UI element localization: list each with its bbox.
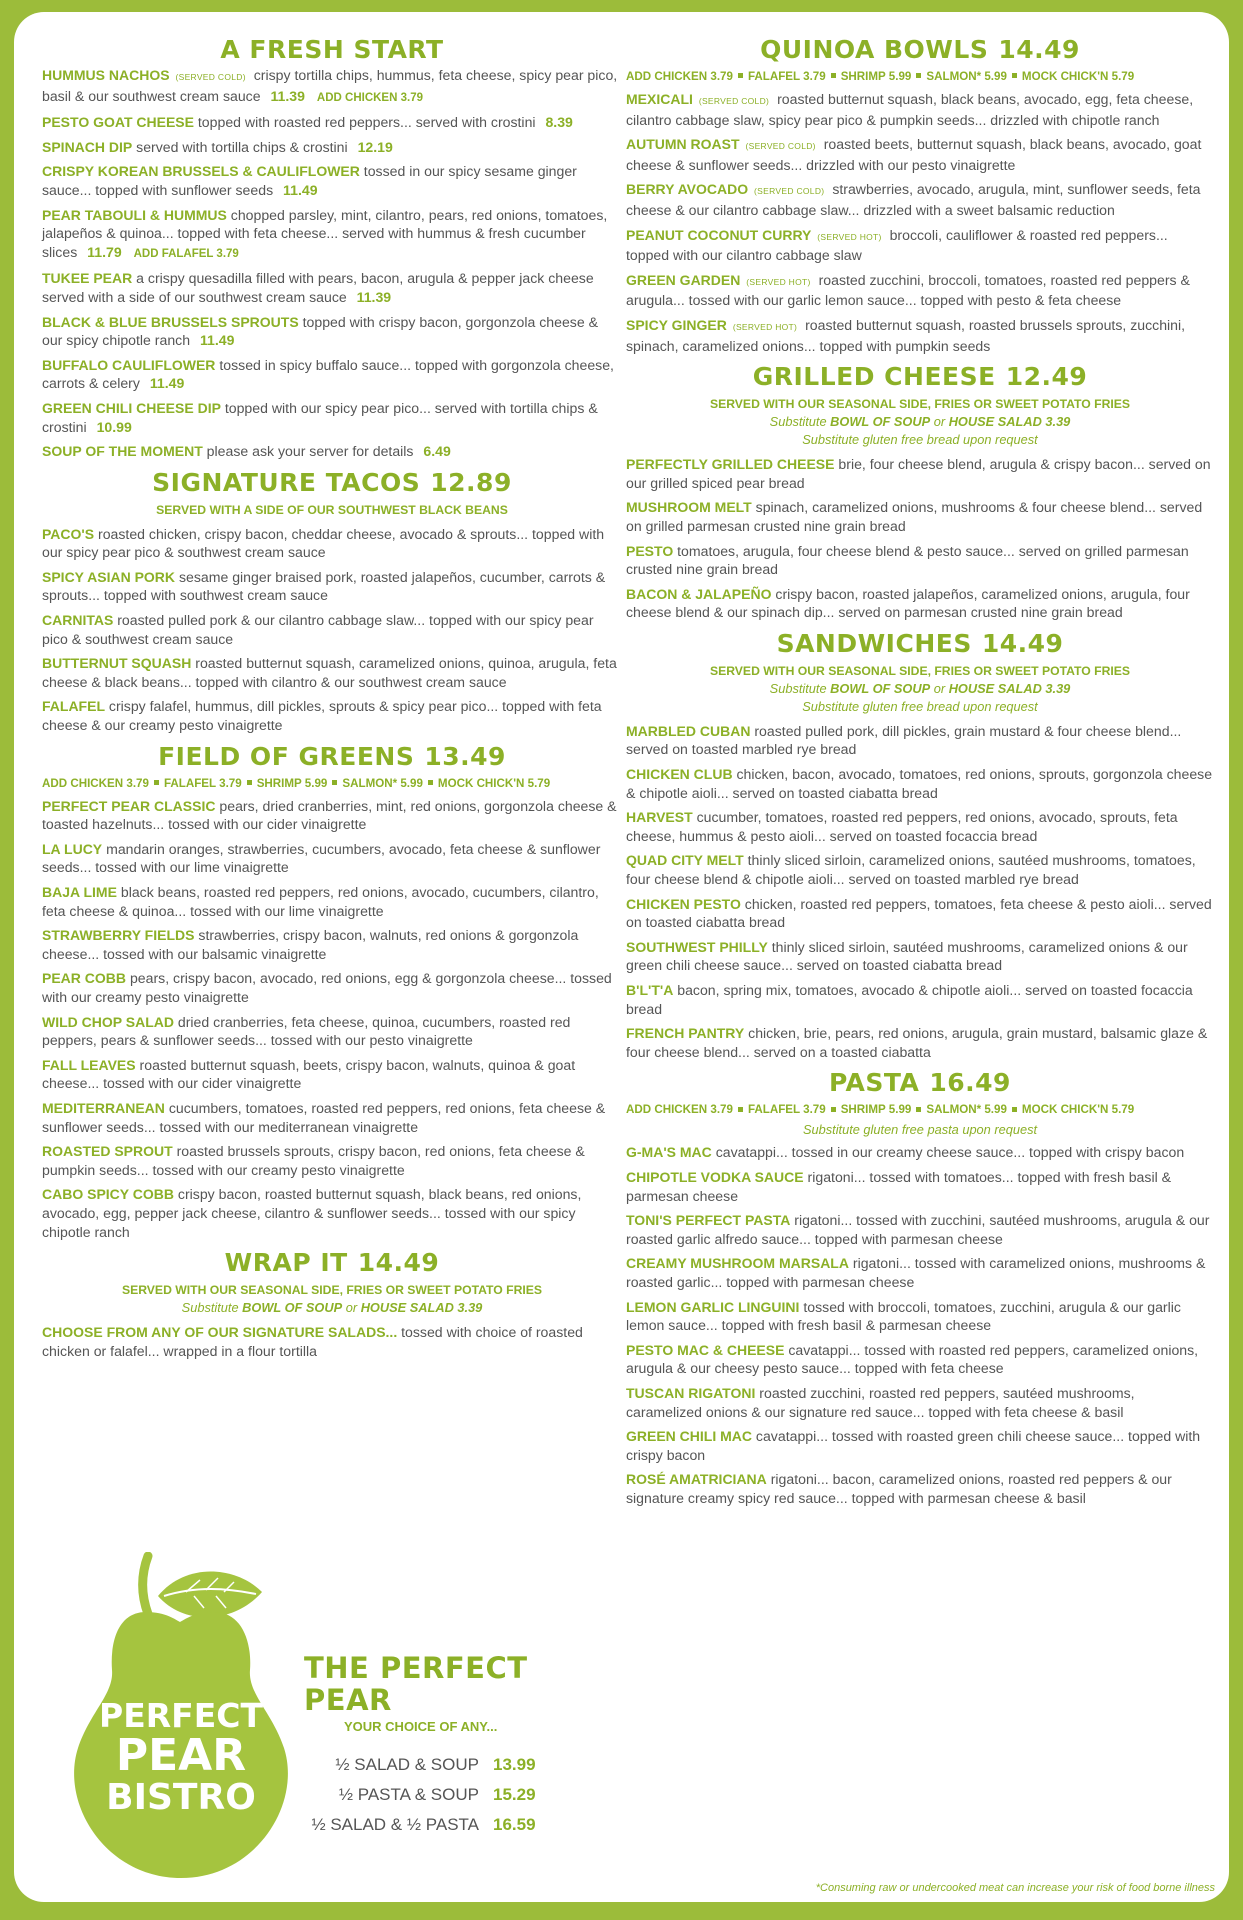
item-name: GREEN GARDEN (626, 271, 741, 288)
menu-item (42, 969, 622, 1006)
separator-square-icon (247, 780, 252, 785)
item-serving-tag: (SERVED COLD) (745, 141, 816, 152)
separator-square-icon (1012, 73, 1017, 78)
combo-row: ½ SALAD & SOUP 13.99 (335, 1755, 536, 1774)
grilled-list (626, 455, 1214, 622)
sandwiches-list (626, 722, 1214, 1062)
item-description: dried cranberries, feta cheese, quinoa, cucumbers, roasted red peppers, pears & sunflower seeds... tossed with our pesto vinaigrette (42, 1013, 571, 1049)
addon-option: FALAFEL 3.79 (163, 776, 242, 790)
menu-item (42, 1185, 622, 1241)
item-name: HARVEST (626, 809, 693, 826)
item-description: broccoli, cauliflower & roasted red peppers... topped with our cilantro cabbage slaw (626, 226, 1168, 264)
item-name: FALL LEAVES (42, 1056, 136, 1073)
greens-title: FIELD OF GREENS 13.49 (158, 741, 506, 771)
perfect-pear-subtitle: YOUR CHOICE OF ANY... (344, 1719, 498, 1734)
item-name: CHICKEN CLUB (626, 766, 733, 783)
greens-list (42, 797, 622, 1241)
item-description: roasted butternut squash, caramelized onions, quinoa, arugula, feta cheese & black beans... topped with cilantro & our southwest cream sauce (42, 655, 617, 690)
item-description: cavatappi... tossed with roasted green chili cheese sauce... topped with crispy bacon (626, 1428, 1201, 1463)
grilled-title: GRILLED CHEESE 12.49 (752, 362, 1088, 392)
sandwiches-price: 14.49 (981, 628, 1064, 658)
pasta-price: 16.49 (929, 1068, 1011, 1098)
item-description: roasted pulled pork, dill pickles, grain mustard & four cheese blend... served on toasted marbled rye bread (626, 722, 1182, 758)
addon-option: SHRIMP 5.99 (840, 1103, 912, 1117)
item-name: FALAFEL (42, 698, 105, 715)
item-name: QUAD CITY MELT (626, 852, 744, 869)
item-description: a crispy quesadilla filled with pears, bacon, arugula & pepper jack cheese served with a side of our southwest cream sauce (42, 270, 594, 305)
item-description: tossed in our spicy sesame ginger sauce... topped with sunflower seeds (42, 163, 577, 198)
wrap-title: WRAP IT 14.49 (224, 1248, 440, 1278)
quinoa-price: 14.49 (998, 35, 1080, 64)
item-description: topped with crispy bacon, gorgonzola cheese & our spicy chipotle ranch (42, 313, 598, 349)
item-description: tomatoes, arugula, four cheese blend & pesto sauce... served on grilled parmesan crusted nine grain bread (626, 542, 1189, 578)
separator-square-icon (738, 1107, 743, 1112)
menu-item (626, 1427, 1214, 1464)
tacos-title: SIGNATURE TACOS 12.89 (152, 467, 512, 497)
item-serving-tag: (SERVED HOT) (732, 321, 798, 332)
addon-option: ADD CHICKEN 3.79 (42, 776, 149, 790)
item-name: LEMON GARLIC LINGUINI (626, 1298, 800, 1315)
item-price: 11.39 (356, 288, 392, 305)
addon-option: SHRIMP 5.99 (256, 776, 328, 790)
menu-item (42, 1099, 622, 1136)
menu-item (42, 66, 622, 107)
right-column (626, 34, 1214, 1513)
menu-item (626, 765, 1214, 802)
item-description: roasted chicken, crispy bacon, cheddar cheese, avocado & sprouts... topped with our spicy pear pico & southwest cream sauce (42, 525, 605, 561)
menu-item (42, 840, 622, 877)
addon-option: SALMON* 5.99 (926, 70, 1007, 83)
item-description: rigatoni... tossed with caramelized onions, mushrooms & roasted garlic... topped with parmesan cheese (626, 1255, 1206, 1290)
item-description: rigatoni... tossed with tomatoes... topped with fresh basil & parmesan cheese (626, 1168, 1172, 1204)
menu-item (42, 926, 622, 963)
item-name: BUFFALO CAULIFLOWER (42, 356, 216, 373)
menu-item (42, 797, 622, 834)
pasta-addons (626, 1101, 1214, 1119)
addon-option: ADD CHICKEN 3.79 (626, 1103, 733, 1117)
menu-item (42, 399, 622, 436)
pasta-list (626, 1143, 1214, 1507)
separator-square-icon (154, 780, 159, 785)
menu-item (42, 1323, 622, 1360)
item-description: strawberries, avocado, arugula, mint, sunflower seeds, feta cheese & our cilantro cabbage slaw... drizzled with a sweet balsamic reduction (626, 181, 1201, 218)
item-name: CHICKEN PESTO (626, 895, 741, 912)
logo-text: PERFECT PEAR BISTRO (99, 1696, 263, 1818)
item-name: BAJA LIME (42, 884, 117, 900)
item-description: chicken, brie, pears, red onions, arugula, grain mustard, balsamic glaze & four cheese blend... served on a toasted ciabatta (626, 1025, 1208, 1060)
menu-item (42, 162, 622, 199)
menu-item (42, 138, 622, 157)
separator-square-icon (916, 73, 921, 78)
menu-item (626, 1298, 1214, 1335)
item-name: PACO'S (42, 525, 95, 542)
menu-item (42, 525, 622, 562)
item-name: STRAWBERRY FIELDS (42, 927, 195, 944)
menu-item (626, 316, 1214, 355)
item-description: crispy tortilla chips, hummus, feta cheese, spicy pear pico, basil & our southwest cream sauce (42, 67, 618, 104)
item-price: 11.79 (87, 243, 122, 260)
grilled-price: 12.49 (1005, 362, 1088, 392)
greens-addons (42, 775, 622, 793)
item-name: TONI'S PERFECT PASTA (626, 1212, 791, 1229)
item-description: chopped parsley, mint, cilantro, pears, red onions, tomatoes, jalapeños & quinoa... topped with feta cheese... served with hummus & fresh cucumber slices (42, 206, 608, 260)
greens-price: 13.49 (424, 741, 506, 771)
item-name: SOUP OF THE MOMENT (42, 443, 203, 460)
combo-row: ½ SALAD & ½ PASTA 16.59 (311, 1815, 536, 1834)
menu-item (626, 1168, 1214, 1205)
menu-item (42, 611, 622, 648)
item-serving-tag: (SERVED COLD) (175, 72, 246, 82)
menu-item (626, 1211, 1214, 1248)
menu-item (626, 90, 1214, 129)
item-name: ROSÉ AMATRICIANA (626, 1471, 767, 1488)
menu-item (42, 654, 622, 691)
tacos-subtitle: SERVED WITH A SIDE OF OUR SOUTHWEST BLACK BEANS (156, 502, 508, 517)
quinoa-addons (626, 68, 1214, 86)
item-name: MEDITERRANEAN (42, 1099, 165, 1116)
menu-item (626, 585, 1214, 622)
tacos-price: 12.89 (430, 467, 512, 497)
sandwiches-title: SANDWICHES 14.49 (776, 628, 1064, 658)
item-description: chicken, roasted red peppers, tomatoes, feta cheese & pesto aioli... served on toasted ciabatta bread (626, 895, 1212, 931)
item-description: crispy bacon, roasted jalapeños, caramelized onions, arugula, four cheese blend & our spinach dip... served on parmesan crusted nine grain bread (626, 585, 1190, 621)
item-name: BERRY AVOCADO (626, 181, 749, 198)
item-description: pears, dried cranberries, mint, red onions, gorgonzola cheese & toasted hazelnuts... tossed with our cider vinaigrette (42, 797, 617, 833)
separator-square-icon (1012, 1107, 1017, 1112)
item-description: served with tortilla chips & crostini (136, 138, 348, 155)
food-safety-footnote: *Consuming raw or undercooked meat can increase your risk of food borne illness (815, 1882, 1215, 1894)
item-name: SOUTHWEST PHILLY (626, 938, 768, 955)
item-name: GREEN CHILI MAC (626, 1428, 752, 1445)
menu-item (626, 455, 1214, 492)
menu-item (626, 180, 1214, 219)
addon-option: ADD CHICKEN 3.79 (626, 70, 733, 83)
separator-square-icon (738, 73, 743, 78)
menu-item (42, 269, 622, 306)
wrap-subtitle: SERVED WITH OUR SEASONAL SIDE, FRIES OR SWEET POTATO FRIES (121, 1283, 543, 1298)
addon-option: FALAFEL 3.79 (747, 70, 826, 83)
menu-item (42, 313, 622, 350)
menu-item (42, 442, 622, 461)
menu-item (626, 722, 1214, 759)
separator-square-icon (831, 73, 836, 78)
item-price: 11.39 (270, 87, 305, 104)
wrap-list (42, 1323, 622, 1360)
item-name: CREAMY MUSHROOM MARSALA (626, 1255, 849, 1272)
item-serving-tag: (SERVED COLD) (698, 96, 770, 106)
item-name: PERFECTLY GRILLED CHEESE (626, 456, 835, 473)
addon-option: SHRIMP 5.99 (840, 70, 912, 83)
item-name: CRISPY KOREAN BRUSSELS & CAULIFLOWER (42, 163, 360, 180)
item-price: 11.49 (149, 375, 185, 392)
item-price: 6.49 (423, 443, 451, 460)
item-description: crispy falafel, hummus, dill pickles, sprouts & spicy pear pico... topped with feta cheese & our creamy pesto vinaigrette (42, 698, 602, 734)
item-name: PESTO GOAT CHEESE (42, 114, 194, 131)
item-name: SPICY ASIAN PORK (42, 568, 176, 585)
tacos-list (42, 525, 622, 735)
item-price: 10.99 (96, 418, 132, 435)
addon-option: MOCK CHICK'N 5.79 (1021, 70, 1135, 83)
menu-item (42, 568, 622, 605)
perfect-pear-title: THE PERFECT PEAR (304, 1651, 528, 1717)
menu-item (626, 981, 1214, 1018)
item-description: black beans, roasted red peppers, red onions, avocado, cucumbers, cilantro, feta cheese & quinoa... tossed with our lime vinaigrette (42, 884, 599, 919)
item-name: G-MA'S MAC (626, 1144, 712, 1161)
item-description: tossed with broccoli, tomatoes, zucchini, arugula & our garlic lemon sauce... topped with fresh basil & parmesan cheese (626, 1298, 1181, 1334)
menu-item (626, 498, 1214, 535)
item-price: 8.39 (545, 114, 573, 131)
separator-square-icon (831, 1107, 836, 1112)
item-name: BUTTERNUT SQUASH (42, 655, 192, 672)
wrap-substitute: Substitute BOWL OF SOUP or HOUSE SALAD 3.39 (181, 1300, 483, 1316)
menu-item (626, 1470, 1214, 1507)
menu-item (42, 356, 622, 393)
perfect-pear-combo (304, 1652, 604, 1840)
sandwiches-subtitle: SERVED WITH OUR SEASONAL SIDE, FRIES OR SWEET POTATO FRIES (709, 663, 1131, 678)
item-name: TUKEE PEAR (42, 270, 133, 287)
item-description: roasted beets, butternut squash, black beans, avocado, goat cheese & sunflower seeds... drizzled with our pesto vinaigrette (626, 136, 1202, 173)
addon-option: MOCK CHICK'N 5.79 (437, 776, 551, 790)
item-description: roasted brussels sprouts, crispy bacon, red onions, feta cheese & pumpkin seeds... tossed with our creamy pesto vinaigrette (42, 1143, 585, 1178)
item-description: crispy bacon, roasted butternut squash, black beans, red onions, avocado, egg, pepper jack cheese, cilantro & sunflower seeds... tossed with our spicy chipotle ranch (42, 1186, 582, 1240)
menu-page (14, 12, 1229, 1902)
menu-item (42, 1013, 622, 1050)
item-name: AUTUMN ROAST (626, 136, 740, 153)
item-name: CARNITAS (42, 612, 114, 629)
item-description: bacon, spring mix, tomatoes, avocado & chipotle aioli... served on toasted focaccia bread (626, 982, 1193, 1017)
menu-item (42, 883, 622, 920)
addon-option: FALAFEL 3.79 (747, 1103, 826, 1117)
item-name: HUMMUS NACHOS (42, 67, 170, 83)
menu-item (626, 135, 1214, 174)
item-name: MUSHROOM MELT (626, 499, 752, 516)
item-name: WILD CHOP SALAD (42, 1013, 174, 1030)
item-description: cavatappi... tossed in our creamy cheese sauce... topped with crispy bacon (715, 1144, 1185, 1161)
menu-item (626, 542, 1214, 579)
item-description: roasted pulled pork & our cilantro cabbage slaw... topped with our spicy pear pico & southwest cream sauce (42, 612, 594, 647)
item-description: roasted butternut squash, roasted brussels sprouts, zucchini, spinach, caramelized onions... topped with pumpkin seeds (626, 316, 1186, 354)
menu-item (626, 1384, 1214, 1421)
menu-item (42, 1056, 622, 1093)
wrap-price: 14.49 (357, 1248, 440, 1278)
menu-item (626, 938, 1214, 975)
item-description: tossed in spicy buffalo sauce... topped with gorgonzola cheese, carrots & celery (42, 356, 614, 392)
item-description: roasted butternut squash, beets, crispy bacon, walnuts, quinoa & goat cheese... tossed with our cider vinaigrette (42, 1056, 576, 1092)
item-name: SPICY GINGER (626, 316, 727, 333)
item-name: LA LUCY (42, 840, 103, 857)
addon-option: SALMON* 5.99 (342, 776, 423, 790)
grilled-substitute: Substitute BOWL OF SOUP or HOUSE SALAD 3.39 (769, 414, 1071, 430)
menu-item (626, 1341, 1214, 1378)
menu-item (626, 808, 1214, 845)
item-description: tossed with choice of roasted chicken or falafel... wrapped in a flour tortilla (42, 1324, 583, 1359)
item-serving-tag: (SERVED COLD) (754, 186, 825, 197)
menu-item (42, 1142, 622, 1179)
item-description: brie, four cheese blend, arugula & crispy bacon... served on our grilled spiced pear bread (626, 456, 1211, 491)
item-name: BACON & JALAPEÑO (626, 585, 772, 602)
menu-item (626, 1254, 1214, 1291)
item-price: 11.49 (199, 332, 235, 349)
item-name: PEAR TABOULI & HUMMUS (42, 206, 227, 223)
separator-square-icon (428, 780, 433, 785)
item-price: 12.19 (357, 138, 393, 155)
menu-item (626, 271, 1214, 310)
item-description: rigatoni... tossed with zucchini, sautéed mushrooms, arugula & our roasted garlic alfredo sauce... topped with parmesan cheese (626, 1212, 1210, 1247)
item-description: cavatappi... tossed with roasted red peppers, caramelized onions, arugula & our cheesy pesto sauce... topped with feta cheese (626, 1341, 1199, 1377)
pasta-title: PASTA 16.49 (829, 1068, 1011, 1098)
menu-item (42, 206, 622, 264)
item-serving-tag: (SERVED HOT) (817, 231, 882, 242)
item-description: chicken, bacon, avocado, tomatoes, red onions, sprouts, gorgonzola cheese & chipotle aioli... served on toasted ciabatta bread (626, 766, 1213, 801)
item-description: roasted zucchini, broccoli, tomatoes, roasted red peppers & arugula... tossed with our garlic lemon sauce... topped with pesto & feta cheese (626, 271, 1190, 309)
combo-row: ½ PASTA & SOUP 15.29 (338, 1785, 536, 1804)
item-name: PERFECT PEAR CLASSIC (42, 797, 216, 814)
addon-option: MOCK CHICK'N 5.79 (1021, 1103, 1135, 1117)
sandwiches-gluten: Substitute gluten free bread upon request (802, 698, 1038, 714)
item-name: CABO SPICY COBB (42, 1186, 174, 1203)
sandwiches-substitute: Substitute BOWL OF SOUP or HOUSE SALAD 3.39 (769, 680, 1071, 696)
addon-option: SALMON* 5.99 (926, 1103, 1007, 1117)
item-name: CHIPOTLE VODKA SAUCE (626, 1168, 804, 1185)
pasta-gluten: Substitute gluten free pasta upon request (802, 1122, 1038, 1138)
item-description: strawberries, crispy bacon, walnuts, red onions & gorgonzola cheese... tossed with our balsamic vinaigrette (42, 927, 579, 962)
item-name: PEANUT COCONUT CURRY (626, 226, 812, 243)
grilled-subtitle: SERVED WITH OUR SEASONAL SIDE, FRIES OR SWEET POTATO FRIES (709, 397, 1131, 412)
item-description: rigatoni... bacon, caramelized onions, roasted red peppers & our signature creamy spicy red sauce... topped with parmesan cheese & basil (626, 1471, 1172, 1506)
fresh-start-title: A FRESH START (220, 35, 444, 64)
item-name: MEXICALI (626, 91, 693, 107)
item-description: roasted butternut squash, black beans, avocado, egg, feta cheese, cilantro cabbage slaw, spicy pear pico & pumpkin seeds... drizzled with chipotle ranch (626, 91, 1194, 128)
item-price: 11.49 (283, 181, 318, 198)
menu-item (626, 851, 1214, 888)
menu-item (626, 226, 1214, 265)
item-name: BLACK & BLUE BRUSSELS SPROUTS (42, 313, 299, 330)
item-addon: ADD CHICKEN 3.79 (316, 91, 423, 104)
item-name: GREEN CHILI CHEESE DIP (42, 399, 221, 416)
pear-logo (66, 1552, 296, 1882)
grilled-gluten: Substitute gluten free bread upon request (802, 432, 1038, 448)
quinoa-list (626, 90, 1214, 355)
menu-item (42, 113, 622, 132)
separator-square-icon (916, 1107, 921, 1112)
separator-square-icon (332, 780, 337, 785)
item-name: MARBLED CUBAN (626, 722, 751, 739)
menu-item (626, 895, 1214, 932)
item-addon: ADD FALAFEL 3.79 (133, 247, 239, 260)
fresh-start-list (42, 66, 622, 461)
left-column (42, 34, 622, 1366)
item-name: ROASTED SPROUT (42, 1143, 173, 1160)
item-description: topped with roasted red peppers... served with crostini (197, 114, 536, 131)
item-description: thinly sliced sirloin, sautéed mushrooms, caramelized onions & our green chili cheese sauce... served on toasted ciabatta bread (626, 938, 1188, 974)
item-description: cucumbers, tomatoes, roasted red peppers, red onions, feta cheese & sunflower seeds... tossed with our mediterranean vinaigrette (42, 1099, 606, 1135)
item-description: spinach, caramelized onions, mushrooms & four cheese blend... served on grilled parmesan crusted nine grain bread (626, 499, 1203, 534)
menu-item (42, 697, 622, 734)
item-name: B'L'T'A (626, 982, 674, 998)
item-name: PESTO (626, 542, 674, 559)
item-description: thinly sliced sirloin, caramelized onions, sautéed mushrooms, tomatoes, four cheese blend & chipotle aioli... served on toasted marbled rye bread (626, 852, 1196, 888)
menu-item (626, 1143, 1214, 1162)
item-serving-tag: (SERVED HOT) (746, 276, 811, 287)
item-name: PESTO MAC & CHEESE (626, 1341, 785, 1358)
item-description: please ask your server for details (206, 443, 414, 460)
item-description: pears, crispy bacon, avocado, red onions, egg & gorgonzola cheese... tossed with our creamy pesto vinaigrette (42, 970, 612, 1005)
item-name: PEAR COBB (42, 970, 127, 987)
item-description: topped with our spicy pear pico... served with tortilla chips & crostini (42, 399, 598, 435)
item-name: CHOOSE FROM ANY OF OUR SIGNATURE SALADS... (42, 1324, 398, 1341)
item-description: roasted zucchini, roasted red peppers, sautéed mushrooms, caramelized onions & our signature red sauce... topped with feta cheese & basil (626, 1384, 1135, 1420)
item-description: sesame ginger braised pork, roasted jalapeños, cucumber, carrots & sprouts... topped with southwest cream sauce (42, 568, 606, 604)
item-name: FRENCH PANTRY (626, 1025, 745, 1042)
quinoa-title: QUINOA BOWLS 14.49 (760, 35, 1080, 64)
menu-item (626, 1024, 1214, 1061)
item-description: mandarin oranges, strawberries, cucumbers, avocado, feta cheese & sunflower seeds... tossed with our lime vinaigrette (42, 840, 601, 876)
item-description: cucumber, tomatoes, roasted red peppers, red onions, avocado, sprouts, feta cheese, hummus & pesto aioli... served on toasted focaccia bread (626, 809, 1178, 844)
item-name: SPINACH DIP (42, 138, 133, 155)
item-name: TUSCAN RIGATONI (626, 1384, 756, 1401)
